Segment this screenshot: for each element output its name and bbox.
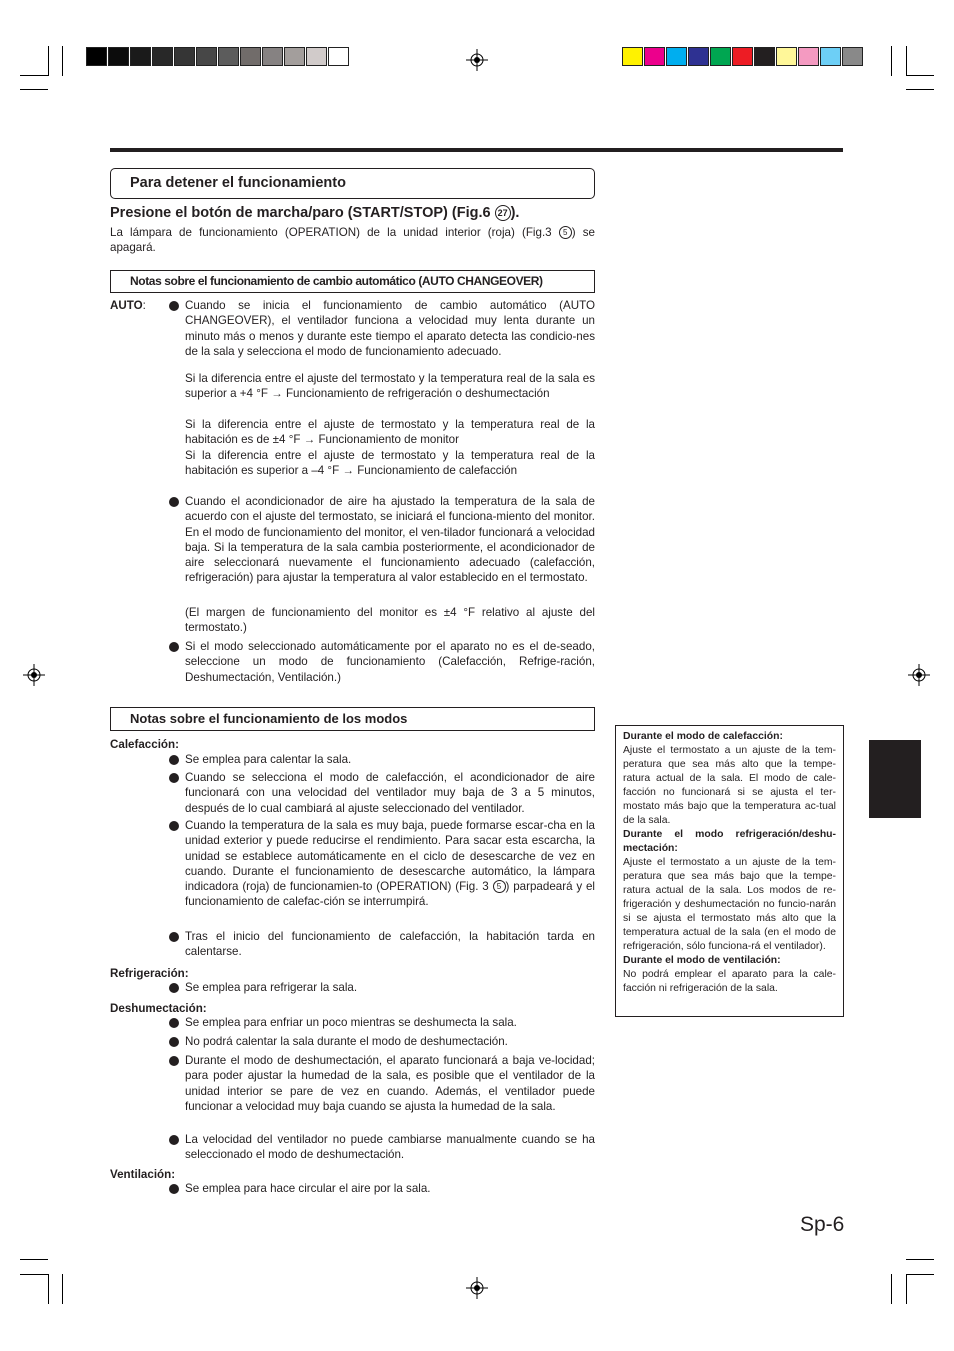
heating-bullet-4: Tras el inicio del funcionamiento de calefacción, la habitación tarda en calentarse. <box>185 930 595 959</box>
auto-para-2: Si la diferencia entre el ajuste de termostato y la temperatura real de la habitación es de ±4 °F → Funcionamiento de monitor <box>185 418 595 447</box>
grayscale-bar <box>86 47 350 66</box>
crop-mark <box>906 46 907 76</box>
crop-mark <box>891 46 892 76</box>
bullet-icon <box>169 642 179 652</box>
auto-label: AUTO: <box>110 299 146 312</box>
bullet-icon <box>169 821 179 831</box>
color-swatch <box>284 47 305 66</box>
crop-mark <box>20 75 48 76</box>
auto-para-3: Si la diferencia entre el ajuste de termostato y la temperatura real de la habitación es superior a –4 °F → Funcionamiento de calefacción <box>185 449 595 478</box>
dry-bullet-2: No podrá calentar la sala durante el modo de deshumectación. <box>185 1035 508 1048</box>
crop-mark <box>906 75 934 76</box>
dry-label: Deshumectación: <box>110 1002 207 1015</box>
crop-mark <box>62 1274 63 1304</box>
auto-para-1: Si la diferencia entre el ajuste del termostato y la temperatura real de la sala es superior a +4 °F → Funcionamiento de refrigeración o deshumectación <box>185 372 595 401</box>
bullet-icon <box>169 301 179 311</box>
color-swatch <box>130 47 151 66</box>
stop-heading-box <box>110 168 595 199</box>
auto-bullet-2-note: (El margen de funcionamiento del monitor es ±4 °F relativo al ajuste del termostato.) <box>185 606 595 635</box>
color-swatch <box>666 47 687 66</box>
color-swatch <box>754 47 775 66</box>
note-cooling-title: Durante el modo refrigeración/deshu-mectación: <box>623 829 836 854</box>
crop-mark <box>891 1274 892 1304</box>
auto-bullet-1: Cuando se inicia el funcionamiento de cambio automático (AUTO CHANGEOVER), el ventilador funciona a velocidad muy lenta durante un minuto más o menos y durante este tiempo el aparato detecta las condicio-nes de la sala y selecciona el modo de funcionamiento adecuado. <box>185 299 595 358</box>
bullet-icon <box>169 932 179 942</box>
color-swatch <box>218 47 239 66</box>
crop-mark <box>906 89 934 90</box>
color-swatch <box>644 47 665 66</box>
dry-bullet-3: Durante el modo de deshumectación, el aparato funcionará a baja ve-locidad; para poder ajustar la humedad de la sala, es posible que el ventilador de la unidad interior se pare de vez en cuando. Además, el ventilador puede funcionar a velocidad muy baja cuando se ajusta la humedad de la sala. <box>185 1054 595 1113</box>
crop-mark <box>20 1259 48 1260</box>
crop-mark <box>906 1274 934 1275</box>
modes-heading: Notas sobre el funcionamiento de los modos <box>130 711 408 726</box>
modes-heading-box <box>110 707 595 731</box>
crop-mark <box>20 1274 48 1275</box>
stop-heading: Para detener el funcionamiento <box>130 175 346 191</box>
note-fan-text: No podrá emplear el aparato para la cale-facción ni refrigeración de la sala. <box>623 969 836 994</box>
bullet-icon <box>169 1184 179 1194</box>
heating-bullet-1: Se emplea para calentar la sala. <box>185 753 352 766</box>
crop-mark <box>20 89 48 90</box>
note-cooling-text: Ajuste el termostato a un ajuste de la tem-peratura que sea más bajo que la tempe-ratura actual de la sala. Los modos de re-frigeración y deshumectación no funcio-narán si se ajusta el termostato más alto que la temperatura actual de la sala (en el modo de refrigeración, sólo funciona-rá el ventilador). <box>623 857 836 952</box>
bullet-icon <box>169 1037 179 1047</box>
auto-heading: Notas sobre el funcionamiento de cambio automático (AUTO CHANGEOVER) <box>130 274 543 288</box>
heating-label: Calefacción: <box>110 738 179 751</box>
color-swatch <box>842 47 863 66</box>
bullet-icon <box>169 1056 179 1066</box>
bullet-icon <box>169 1018 179 1028</box>
color-swatch <box>820 47 841 66</box>
color-swatch <box>174 47 195 66</box>
color-swatch <box>328 47 349 66</box>
dry-bullet-4: La velocidad del ventilador no puede cambiarse manualmente cuando se ha seleccionado el modo de deshumectación. <box>185 1133 595 1162</box>
color-swatch <box>798 47 819 66</box>
color-swatch <box>152 47 173 66</box>
heating-bullet-3: Cuando la temperatura de la sala es muy baja, puede formarse escar-cha en la unidad exterior y puede reducirse el rendimiento. Para sacar esta escarcha, la unidad se establece automáticamente en el ciclo de desescarche de vez en cuando. Durante el funcionamiento de desescarche automático, la lámpara indicadora (roja) de funcionamien-to (OPERATION) (Fig. 3 5 ) parpadeará y el funcionamiento de calefac-ción se interrumpirá. <box>185 819 596 909</box>
color-swatch <box>732 47 753 66</box>
crop-mark <box>48 46 49 76</box>
fan-label: Ventilación: <box>110 1168 176 1181</box>
registration-mark-icon <box>23 664 45 686</box>
auto-bullet-3: Si el modo seleccionado automáticamente por el aparato no es el de-seado, seleccione un modo de funcionamiento (Calefacción, Refrige-ración, Deshumectación, Ventilación.) <box>185 640 595 684</box>
color-swatch <box>710 47 731 66</box>
dry-bullet-1: Se emplea para enfriar un poco mientras se deshumecta la sala. <box>185 1016 517 1029</box>
crop-mark <box>48 1274 49 1304</box>
note-heating-text: Ajuste el termostato a un ajuste de la tem-peratura que sea más alto que la tempe-ratura actual de la sala. El modo de cale-facción no funcionará si se ajusta el ter-mostato más bajo que la temperatura ac-tual de la sala. <box>623 745 836 826</box>
color-swatch <box>776 47 797 66</box>
crop-mark <box>906 1274 907 1304</box>
color-swatch <box>240 47 261 66</box>
registration-mark-icon <box>908 664 930 686</box>
crop-mark <box>906 1259 934 1260</box>
bullet-icon <box>169 755 179 765</box>
color-swatch <box>688 47 709 66</box>
fan-bullet-1: Se emplea para hace circular el aire por la sala. <box>185 1182 431 1195</box>
registration-mark-icon <box>466 1277 488 1299</box>
bullet-icon <box>169 1135 179 1145</box>
bullet-icon <box>169 497 179 507</box>
page-number: Sp-6 <box>800 1213 845 1236</box>
bullet-icon <box>169 983 179 993</box>
note-heating-title: Durante el modo de calefacción: <box>623 731 783 742</box>
auto-heading-box <box>110 270 595 293</box>
bullet-icon <box>169 773 179 783</box>
color-swatch <box>196 47 217 66</box>
color-swatch <box>262 47 283 66</box>
stop-instruction: Presione el botón de marcha/paro (START/STOP) (Fig.6 27 ). <box>110 205 520 221</box>
process-color-bar <box>622 47 864 66</box>
cooling-label: Refrigeración: <box>110 967 189 980</box>
heating-bullet-2: Cuando se selecciona el modo de calefacción, el acondicionador de aire funcionará con una velocidad del ventilador muy baja de 3 a 5 minutos, después de lo cual cambiará al ajuste seleccionado del ventilador. <box>185 771 595 815</box>
auto-bullet-2: Cuando el acondicionador de aire ha ajustado la temperatura de la sala de acuerdo con el ajuste del termostato, se iniciará el funciona-miento del monitor. En el modo de funcionamiento del monitor, el ven-tilador funcionará a velocidad baja. Si la temperatura de la sala cambia posteriormente, el acondicionador de aire seleccionará nuevamente el funcionamiento adecuado (calefacción, refrigeración) para ajustar la temperatura al valor establecido en el termostato. <box>185 495 595 585</box>
color-swatch <box>306 47 327 66</box>
header-rule <box>110 148 843 152</box>
color-swatch <box>622 47 643 66</box>
thermostat-note-box <box>615 725 844 1017</box>
registration-mark-icon <box>466 49 488 71</box>
language-tab <box>869 740 921 818</box>
cooling-bullet-1: Se emplea para refrigerar la sala. <box>185 981 358 994</box>
stop-description: La lámpara de funcionamiento (OPERATION) de la unidad interior (roja) (Fig.3 5 ) se apagará. <box>110 226 596 255</box>
crop-mark <box>62 46 63 76</box>
note-fan-title: Durante el modo de ventilación: <box>623 955 781 966</box>
color-swatch <box>86 47 107 66</box>
color-swatch <box>108 47 129 66</box>
